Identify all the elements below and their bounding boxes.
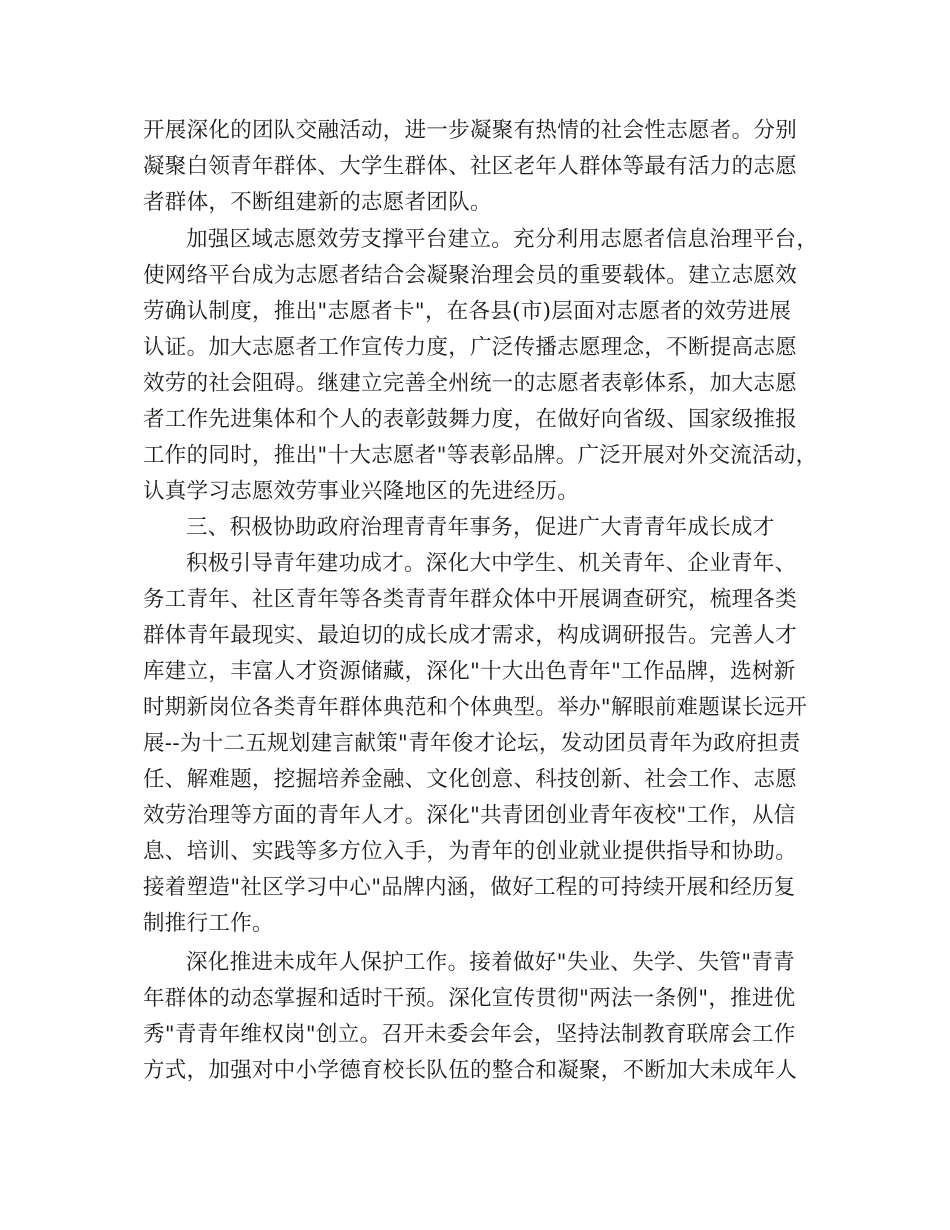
text-line: 使网络平台成为志愿者结合会凝聚治理会员的重要载体。建立志愿效 [143,263,798,288]
text-line: 效劳治理等方面的青年人才。深化"共青团创业青年夜校"工作，从信 [143,803,796,828]
text-line: 展--为十二五规划建言献策"青年俊才论坛，发动团员青年为政府担责 [143,731,801,756]
text-line: 制推行工作。 [143,911,274,936]
text-line: 凝聚白领青年群体、大学生群体、社区老年人群体等最有活力的志愿 [143,154,798,179]
text-line: 群体青年最现实、最迫切的成长成才需求，构成调研报告。完善人才 [143,623,798,648]
text-line: 年群体的动态掌握和适时干预。深化宣传贯彻"两法一条例"，推进优 [143,986,796,1011]
text-line: 务工青年、社区青年等各类青青年群众体中开展调查研究，梳理各类 [143,587,798,612]
text-line: 接着塑造"社区学习中心"品牌内涵，做好工程的可持续开展和经历复 [143,875,796,900]
text-line: 开展深化的团队交融活动，进一步凝聚有热情的社会性志愿者。分别 [143,118,798,143]
text-line: 秀"青青年维权岗"创立。召开未委会年会，坚持法制教育联席会工作 [143,1022,796,1047]
text-line: 积极引导青年建功成才。深化大中学生、机关青年、企业青年、 [186,551,797,576]
text-line: 方式，加强对中小学德育校长队伍的整合和凝聚，不断加大未成年人 [143,1058,798,1083]
text-line: 认证。加大志愿者工作宣传力度，广泛传播志愿理念，不断提高志愿 [143,335,798,360]
text-line: 工作的同时，推出"十大志愿者"等表彰品牌。广泛开展对外交流活动， [143,443,818,468]
text-line: 时期新岗位各类青年群体典范和个体典型。举办"解眼前难题谋长远开 [143,695,808,720]
text-line: 任、解难题，挖掘培养金融、文化创意、科技创新、社会工作、志愿 [143,767,798,792]
section-heading: 三、积极协助政府治理青青年事务，促进广大青青年成长成才 [186,515,775,540]
text-line: 加强区域志愿效劳支撑平台建立。充分利用志愿者信息治理平台， [186,227,819,252]
text-line: 库建立，丰富人才资源储藏，深化"十大出色青年"工作品牌，选树新 [143,659,796,684]
text-line: 效劳的社会阻碍。继建立完善全州统一的志愿者表彰体系，加大志愿 [143,371,798,396]
text-line: 深化推进未成年人保护工作。接着做好"失业、失学、失管"青青 [186,950,795,975]
text-line: 劳确认制度，推出"志愿者卡"，在各县(市)层面对志愿者的效劳进展 [143,299,792,324]
text-line: 者群体，不断组建新的志愿者团队。 [143,190,492,215]
text-line: 息、培训、实践等多方位入手，为青年的创业就业提供指导和协助。 [143,839,798,864]
text-line: 者工作先进集体和个人的表彰鼓舞力度，在做好向省级、国家级推报 [143,407,798,432]
text-line: 认真学习志愿效劳事业兴隆地区的先进经历。 [143,479,580,504]
